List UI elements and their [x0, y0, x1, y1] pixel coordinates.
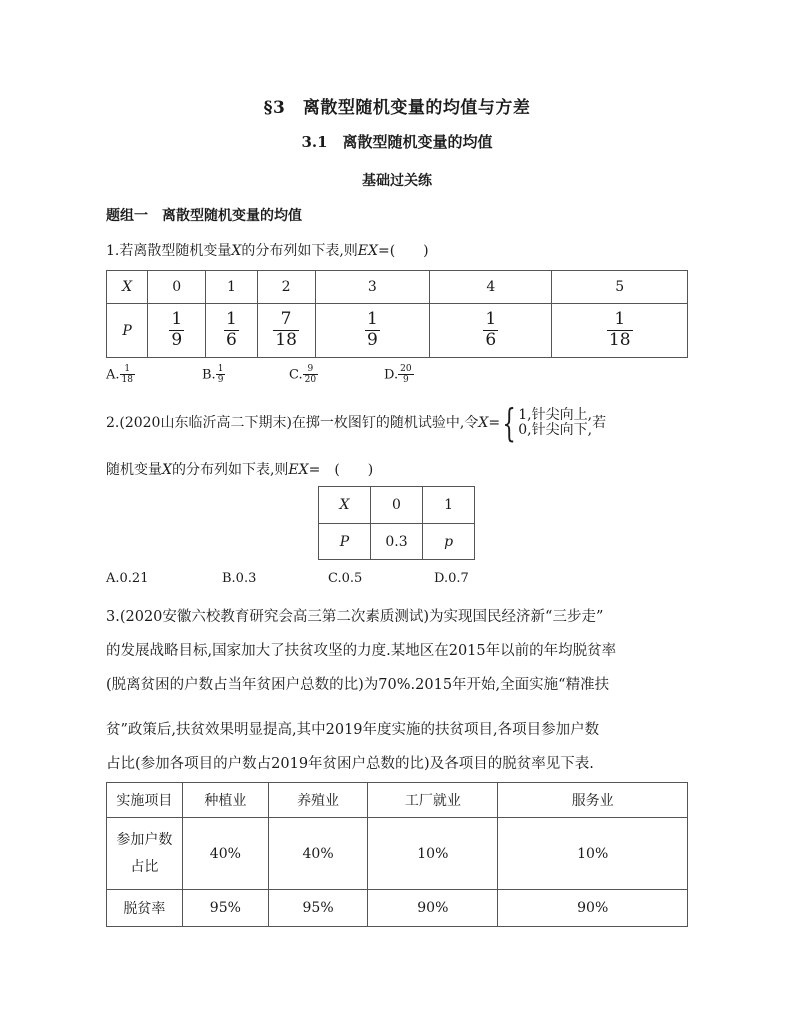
chapter-title: §3 离散型随机变量的均值与方差	[263, 98, 531, 118]
exercise-heading: 基础过关练	[362, 173, 432, 189]
question-3-line-3: (脱离贫困的户数占当年贫困户总数的比)为70%.2015年开始,全面实施“精准扶	[106, 677, 610, 693]
participation-factory: 10%	[368, 818, 498, 890]
x-value-1: 1	[206, 271, 257, 304]
table-header-x: X	[107, 271, 148, 304]
q1-option-d: D. $\frac{20}{9}$	[384, 364, 412, 386]
rate-breeding: 95%	[268, 890, 367, 927]
participation-breeding: 40%	[268, 818, 367, 890]
p-value-2: $\frac{7}{18}$	[257, 304, 315, 358]
question-3-line-5: 占比(参加各项目的户数占2019年贫困户总数的比)及各项目的脱贫率见下表.	[106, 756, 594, 772]
table-header-p: P	[319, 524, 371, 560]
table-header-service: 服务业	[498, 783, 688, 818]
question-3-line-2: 的发展战略目标,国家加大了扶贫攻坚的力度.某地区在2015年以前的年均脱贫率	[106, 643, 617, 659]
q2-option-c: C.0.5	[328, 571, 363, 586]
rate-factory: 90%	[368, 890, 498, 927]
p-value-0: 0.3	[370, 524, 422, 560]
p-value-1: $\frac{1}{6}$	[206, 304, 257, 358]
participation-service: 10%	[498, 818, 688, 890]
x-value-2: 2	[257, 271, 315, 304]
problem-group-heading: 题组一 离散型随机变量的均值	[106, 208, 302, 224]
question-1-distribution-table	[106, 270, 688, 358]
q2-option-b: B.0.3	[222, 571, 257, 586]
x-value-0: 0	[148, 271, 206, 304]
x-value-0: 0	[370, 487, 422, 524]
q1-option-c: C. $\frac{9}{20}$	[289, 364, 317, 386]
rate-service: 90%	[498, 890, 688, 927]
p-value-5: $\frac{1}{18}$	[552, 304, 688, 358]
question-1-stem: 1.若离散型随机变量X的分布列如下表,则EX=( )	[106, 243, 429, 259]
q2-option-d: D.0.7	[434, 571, 469, 586]
x-value-5: 5	[552, 271, 688, 304]
question-3-line-4: 贫”政策后,扶贫效果明显提高,其中2019年度实施的扶贫项目,各项目参加户数	[106, 722, 600, 738]
table-header-project: 实施项目	[107, 783, 183, 818]
table-header-planting: 种植业	[182, 783, 268, 818]
x-value-3: 3	[315, 271, 429, 304]
q1-option-b: B. $\frac{1}{9}$	[202, 364, 224, 386]
p-value-3: $\frac{1}{9}$	[315, 304, 429, 358]
x-value-4: 4	[430, 271, 552, 304]
participation-planting: 40%	[182, 818, 268, 890]
q1-option-a: A. $\frac{1}{18}$	[106, 364, 133, 386]
q2-option-a: A.0.21	[106, 571, 149, 586]
table-header-breeding: 养殖业	[268, 783, 367, 818]
row-label-poverty-rate: 脱贫率	[107, 890, 183, 927]
row-label-participation: 参加户数 占比	[107, 818, 183, 890]
question-2-distribution-table	[318, 486, 475, 560]
table-header-factory: 工厂就业	[368, 783, 498, 818]
question-3-poverty-table	[106, 782, 688, 927]
p-value-0: $\frac{1}{9}$	[148, 304, 206, 358]
rate-planting: 95%	[182, 890, 268, 927]
question-2-stem: 2.(2020山东临沂高二下期末)在掷一枚图钉的随机试验中,令X={ 1,针尖向上, 0,针尖向下, 若	[106, 401, 607, 445]
table-header-p: P	[107, 304, 148, 358]
table-header-x: X	[319, 487, 371, 524]
p-value-1: p	[423, 524, 475, 560]
x-value-1: 1	[423, 487, 475, 524]
question-2-stem-line2: 随机变量X的分布列如下表,则EX= ( )	[106, 462, 374, 478]
section-title: 3.1 离散型随机变量的均值	[301, 133, 493, 151]
question-3-line-1: 3.(2020安徽六校教育研究会高三第二次素质测试)为实现国民经济新“三步走”	[106, 609, 604, 625]
p-value-4: $\frac{1}{6}$	[430, 304, 552, 358]
